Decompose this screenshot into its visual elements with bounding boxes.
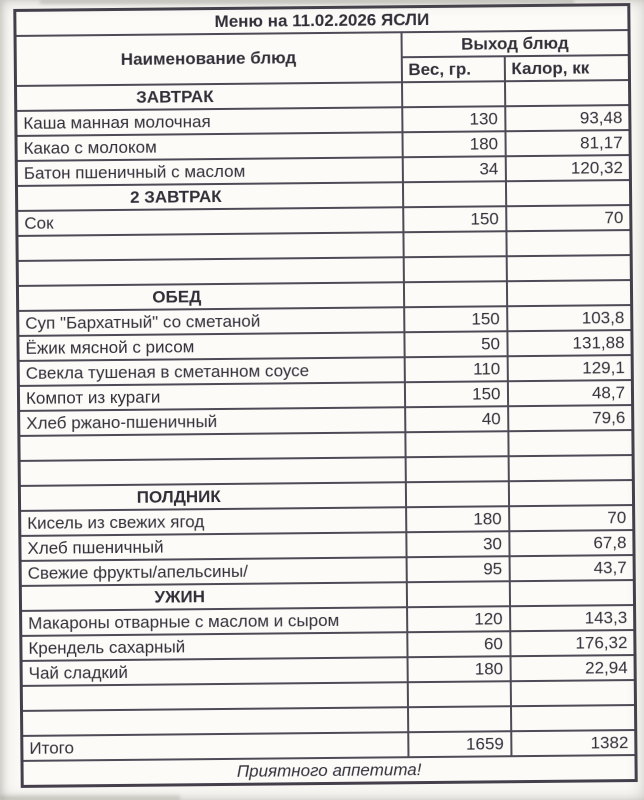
weight-cell: 110 [404, 356, 507, 382]
dish-name-cell: Какао с молоком [16, 132, 402, 161]
weight-cell [403, 231, 506, 257]
dish-name-cell [22, 707, 408, 736]
calories-cell [510, 680, 635, 706]
weight-cell: 130 [402, 106, 505, 132]
weight-cell: 30 [406, 531, 509, 557]
calories-cell [508, 480, 633, 506]
weight-cell [403, 256, 506, 282]
dish-name-cell: Хлеб пшеничный [20, 532, 406, 561]
calories-cell: 70 [506, 205, 631, 231]
calories-cell: 48,7 [507, 380, 632, 406]
calories-cell: 103,8 [507, 305, 632, 331]
dish-name-cell: Кисель из свежих ягод [20, 507, 406, 536]
dish-name-cell: Батон пшеничный с маслом [16, 157, 402, 186]
calories-cell [510, 705, 635, 731]
column-header-calories: Калор, кк [504, 55, 629, 81]
weight-cell: 60 [407, 631, 510, 657]
dish-name-cell [19, 432, 405, 461]
calories-cell [508, 455, 633, 481]
calories-cell: 176,32 [510, 630, 635, 656]
dish-name-cell: УЖИН [20, 582, 406, 611]
scan-artifact-bottom [0, 793, 180, 800]
calories-cell: 129,1 [507, 355, 632, 381]
column-header-weight: Вес, гр. [401, 56, 504, 82]
calories-cell: 70 [509, 505, 634, 531]
menu-table [13, 3, 637, 788]
column-header-name: Наименование блюд [15, 32, 401, 86]
column-header-output: Выход блюд [401, 30, 629, 57]
dish-name-cell: Сок [17, 207, 403, 236]
weight-cell: 34 [402, 156, 505, 182]
weight-cell [407, 681, 510, 707]
dish-name-cell [17, 232, 403, 261]
weight-cell: 50 [404, 331, 507, 357]
menu-table-body [16, 80, 636, 761]
dish-name-cell: ЗАВТРАК [16, 82, 402, 111]
calories-cell [504, 80, 629, 106]
calories-cell [505, 180, 630, 206]
weight-cell [406, 581, 509, 607]
calories-cell: 1382 [511, 730, 636, 756]
weight-cell: 150 [404, 306, 507, 332]
page-title: Меню на 11.02.2026 ЯСЛИ [15, 5, 629, 36]
dish-name-cell: Свежие фрукты/апельсины/ [20, 557, 406, 586]
dish-name-cell [19, 457, 405, 486]
dish-name-cell: Итого [22, 732, 408, 761]
weight-cell [401, 81, 504, 107]
dish-name-cell: Макароны отварные с маслом и сыром [21, 607, 407, 636]
calories-cell: 93,48 [505, 105, 630, 131]
footer-row [22, 755, 636, 786]
calories-cell: 131,88 [507, 330, 632, 356]
calories-cell: 22,94 [510, 655, 635, 681]
weight-cell: 150 [403, 206, 506, 232]
weight-cell: 180 [406, 506, 509, 532]
dish-name-cell: Крендель сахарный [21, 632, 407, 661]
weight-cell: 1659 [408, 731, 511, 757]
dish-name-cell: 2 ЗАВТРАК [16, 182, 402, 211]
weight-cell: 180 [407, 656, 510, 682]
dish-name-cell [17, 257, 403, 286]
calories-cell: 143,3 [510, 605, 635, 631]
weight-cell: 95 [406, 556, 509, 582]
weight-cell: 40 [405, 406, 508, 432]
calories-cell [506, 255, 631, 281]
dish-name-cell: ПОЛДНИК [19, 482, 405, 511]
dish-name-cell [21, 682, 407, 711]
weight-cell [407, 706, 510, 732]
dish-name-cell: Чай сладкий [21, 657, 407, 686]
dish-name-cell: Ёжик мясной с рисом [18, 332, 404, 361]
calories-cell [506, 280, 631, 306]
scan-artifact-top [40, 0, 574, 6]
footer-message: Приятного аппетита! [22, 755, 636, 786]
weight-cell [405, 431, 508, 457]
weight-cell: 120 [407, 606, 510, 632]
weight-cell: 180 [402, 131, 505, 157]
calories-cell [509, 580, 634, 606]
calories-cell: 120,32 [505, 155, 630, 181]
calories-cell [506, 230, 631, 256]
calories-cell: 67,8 [509, 530, 634, 556]
calories-cell: 79,6 [508, 405, 633, 431]
dish-name-cell: Компот из кураги [18, 382, 404, 411]
dish-name-cell: Каша манная молочная [16, 107, 402, 136]
weight-cell [405, 481, 508, 507]
dish-name-cell: Хлеб ржано-пшеничный [19, 407, 405, 436]
weight-cell [402, 181, 505, 207]
calories-cell: 81,17 [505, 130, 630, 156]
weight-cell: 150 [404, 381, 507, 407]
menu-table-wrapper [13, 3, 634, 788]
calories-cell [508, 430, 633, 456]
dish-name-cell: ОБЕД [17, 282, 403, 311]
dish-name-cell: Свекла тушеная в сметанном соусе [18, 357, 404, 386]
dish-name-cell: Суп "Бархатный" со сметаной [18, 307, 404, 336]
calories-cell: 43,7 [509, 555, 634, 581]
weight-cell [405, 456, 508, 482]
weight-cell [403, 281, 506, 307]
